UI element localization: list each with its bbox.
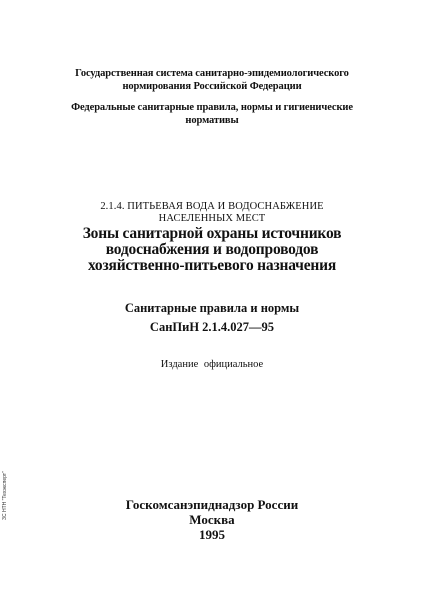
title-line-3: хозяйственно-питьевого назначения [87,257,337,274]
title-line-1: Зоны санитарной охраны источников [82,225,342,242]
header-line-4: нормативы [185,115,239,126]
document-title [0,226,424,274]
edition-note: Издание официальное [160,359,264,370]
publisher-city: Москва [189,512,235,527]
document-code: СанПиН 2.1.4.027—95 [149,320,275,334]
publisher-year: 1995 [199,527,225,542]
header-line-1: Государственная система санитарно-эпидемиологического [75,68,349,79]
document-subtitle: Санитарные правила и нормы [124,301,300,315]
header-federal-rules [0,101,424,127]
publisher-name: Госкомсанэпиднадзор России [125,497,299,512]
title-line-2: водоснабжения и водопроводов [105,241,319,258]
section-line-2: НАСЕЛЕННЫХ МЕСТ [158,212,266,224]
publisher-block [0,497,424,542]
margin-watermark-note: ЗС НТН "Техэксперт" [2,471,8,520]
header-system-title [0,67,424,93]
header-line-3: Федеральные санитарные правила, нормы и гигиенические [71,102,353,113]
section-line-1: 2.1.4. ПИТЬЕВАЯ ВОДА И ВОДОСНАБЖЕНИЕ [100,201,324,212]
header-line-2: нормирования Российской Федерации [122,81,302,92]
section-heading [0,201,424,224]
